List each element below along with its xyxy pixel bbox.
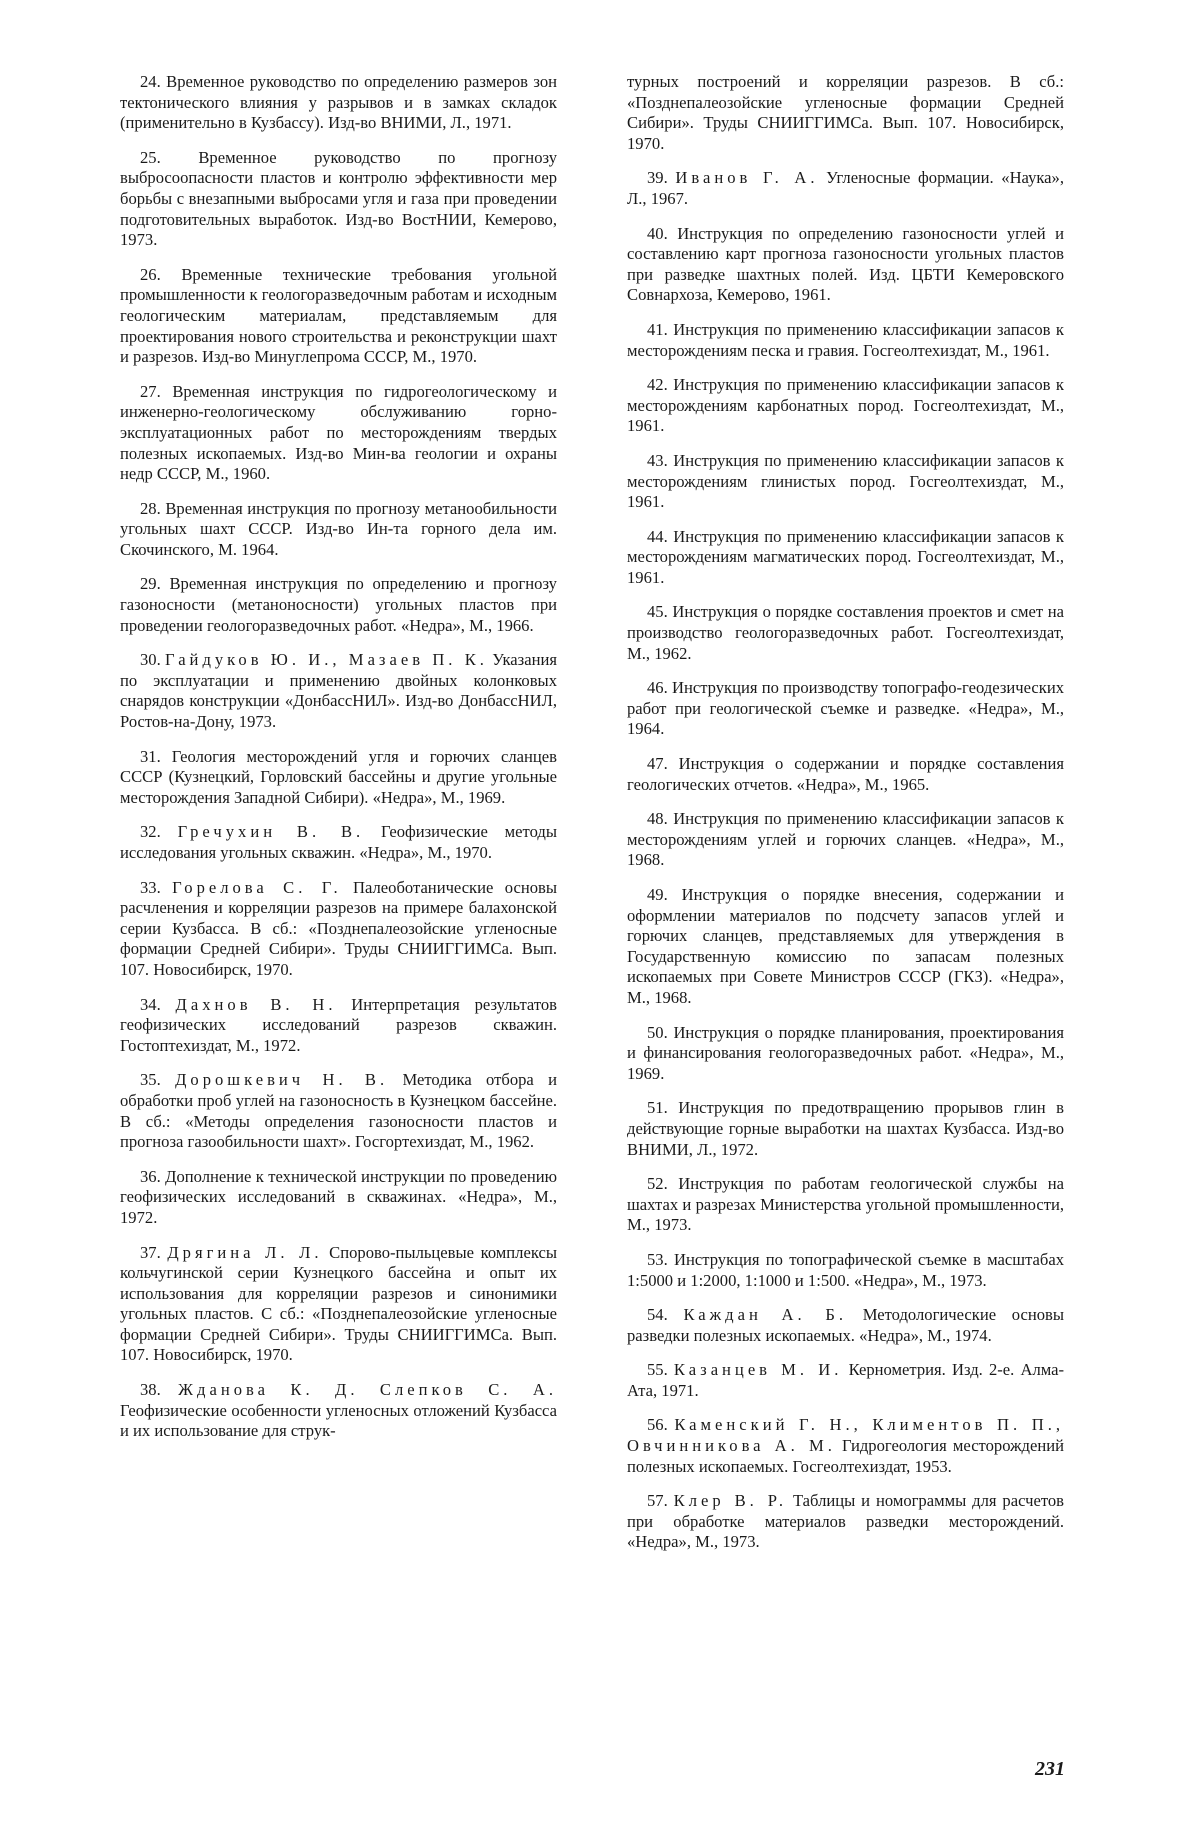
- entry-author: Гайдуков Ю. И., Мазаев П. К.: [165, 650, 488, 670]
- entry-text: Таблицы и номограммы для расчетов при обработке материалов разведки месторождений. «Недра», М., 1973.: [627, 1491, 1064, 1552]
- bibliography-entry: [627, 224, 1064, 306]
- entry-number: 28.: [140, 498, 161, 518]
- bibliography-entry: [627, 754, 1064, 795]
- entry-number: 54.: [647, 1305, 668, 1325]
- entry-number: 51.: [647, 1098, 668, 1118]
- bibliography-entry: [627, 72, 1064, 154]
- bibliography-entry: [627, 885, 1064, 1009]
- bibliography-entry: [120, 1070, 557, 1152]
- entry-text: Геология месторождений угля и горючих сланцев СССР (Кузнецкий, Горловский бассейны и другие угольные месторождения Западной Сибири). «Недра», М., 1969.: [120, 746, 558, 807]
- entry-number: 39.: [647, 168, 668, 188]
- bibliography-entry: [627, 527, 1064, 589]
- entry-number: 35.: [140, 1070, 161, 1090]
- entry-author: Дрягина Л. Л.: [167, 1242, 323, 1262]
- entry-number: 36.: [140, 1166, 161, 1186]
- entry-number: 26.: [140, 264, 161, 284]
- bibliography-entry: [120, 650, 557, 732]
- entry-text: Геофизические методы исследования угольных скважин. «Недра», М., 1970.: [120, 822, 557, 862]
- entry-author: Горелова С. Г.: [172, 877, 342, 897]
- entry-number: 45.: [647, 602, 668, 622]
- entry-number: 31.: [140, 746, 161, 766]
- entry-text: Гидрогеология месторождений полезных ископаемых. Госгеолтехиздат, 1953.: [627, 1436, 1064, 1476]
- entry-text: Спорово-пыльцевые комплексы кольчугинской серии Кузнецкого бассейна и опыт их использования для корреляции разрезов и синонимики угольных пластов. С сб.: «Позднепалеозойские угленосные формации Средней Сибири». Труды СНИИГГИМСа. Вып. 107. Новосибирск, 1970.: [120, 1242, 557, 1365]
- bibliography-entry: [627, 1023, 1064, 1085]
- bibliography-entry: [627, 451, 1064, 513]
- bibliography-entry: [627, 602, 1064, 664]
- entry-number: 30.: [140, 650, 161, 670]
- bibliography-entry: [120, 822, 557, 863]
- bibliography-entry: [627, 1174, 1064, 1236]
- entry-text: Инструкция о порядке планирования, проектирования и финансирования геологоразведочных работ. «Недра», М., 1969.: [627, 1022, 1064, 1083]
- entry-text: Временные технические требования угольной промышленности к геологоразведочным работам и исходным геологическим материалам, представляемым для проектирования нового строительства и реконструкции шахт и разрезов. Изд-во Минуглепрома СССР, М., 1970.: [120, 264, 557, 367]
- entry-number: 32.: [140, 822, 161, 842]
- entry-number: 33.: [140, 877, 161, 897]
- entry-text: Инструкция по производству топографо-геодезических работ при геологической съемке и разведке. «Недра», М., 1964.: [627, 678, 1064, 739]
- bibliography-entry: [120, 995, 557, 1057]
- entry-author: Дахнов В. Н.: [175, 994, 337, 1014]
- entry-text: Инструкция по применению классификации запасов к месторождениям песка и гравия. Госгеолтехиздат, М., 1961.: [627, 319, 1064, 360]
- entry-text: Инструкция о содержании и порядке составления геологических отчетов. «Недра», М., 1965.: [627, 754, 1064, 794]
- entry-text: Дополнение к технической инструкции по проведению геофизических исследований в скважинах. «Недра», М., 1972.: [120, 1166, 558, 1227]
- entry-number: 44.: [647, 526, 668, 546]
- bibliography-entry: [120, 1243, 557, 1367]
- entry-text: Инструкция о порядке составления проектов и смет на производство геологоразведочных работ. Госгеолтехиздат, М., 1962.: [627, 602, 1065, 663]
- entry-author: Каменский Г. Н., Климентов П. П., Овчинникова А. М.: [627, 1415, 1065, 1456]
- entry-number: 25.: [140, 147, 161, 167]
- entry-number: 52.: [647, 1174, 668, 1194]
- entry-text: Инструкция по предотвращению прорывов глин в действующие горные выработки на шахтах Кузбасса. Изд-во ВНИМИ, Л., 1972.: [627, 1098, 1064, 1159]
- entry-number: 47.: [647, 754, 668, 774]
- entry-text: Инструкция по применению классификации запасов к месторождениям магматических пород. Госгеолтехиздат, М., 1961.: [627, 526, 1064, 587]
- entry-author: Гречухин В. В.: [177, 822, 365, 842]
- bibliography-entry: [120, 148, 557, 251]
- entry-text: Инструкция о порядке внесения, содержании и оформлении материалов по подсчету запасов углей и горючих сланцев, представляемых для утверждения в Государственную комиссию по запасам полезных ископаемых при Совете Министров СССР (ГКЗ). «Недра», М., 1968.: [627, 885, 1064, 1007]
- entry-author: Каждан А. Б.: [683, 1305, 848, 1325]
- entry-number: 56.: [647, 1415, 668, 1435]
- entry-text: Методологические основы разведки полезных ископаемых. «Недра», М., 1974.: [627, 1305, 1064, 1345]
- entry-number: 24.: [140, 72, 161, 91]
- entry-text: Временное руководство по прогнозу выбросоопасности пластов и контролю эффективности мер борьбы с внезапными выбросами угля и газа при проведении подготовительных выработок. Изд-во ВостНИИ, Кемерово, 1973.: [120, 147, 557, 250]
- bibliography-entry: [120, 747, 557, 809]
- bibliography-entry: [120, 878, 557, 981]
- left-column: [120, 72, 557, 1456]
- bibliography-entry: [627, 1250, 1064, 1291]
- bibliography-entry: [627, 1415, 1064, 1477]
- bibliography-entry: [120, 499, 557, 561]
- entry-number: 34.: [140, 994, 161, 1014]
- bibliography-entry: [627, 1305, 1064, 1346]
- entry-author: Казанцев М. И.: [673, 1360, 843, 1380]
- entry-number: 50.: [647, 1022, 668, 1042]
- entry-text: Палеоботанические основы расчленения и корреляции разрезов на примере балахонской серии Кузбасса. В сб.: «Позднепалеозойские угленосные формации Средней Сибири». Труды СНИИГГИМСа. Вып. 107. Новосибирск, 1970.: [120, 877, 557, 979]
- entry-text: Угленосные формации. «Наука», Л., 1967.: [627, 168, 1064, 208]
- entry-text: Инструкция по топографической съемке в масштабах 1:5000 и 1:2000, 1:1000 и 1:500. «Недра», М., 1973.: [627, 1249, 1064, 1290]
- entry-text: Временная инструкция по определению и прогнозу газоносности (метаноносности) угольных пластов при проведении геологоразведочных работ. «Недра», М., 1966.: [120, 574, 557, 635]
- entry-author: Клер В. Р.: [673, 1491, 788, 1511]
- entry-text: Интерпретация результатов геофизических исследований разрезов скважин. Гостоптехиздат, М., 1972.: [120, 994, 557, 1055]
- entry-text: Инструкция по применению классификации запасов к месторождениям глинистых пород. Госгеолтехиздат, М., 1961.: [627, 450, 1064, 512]
- entry-text: Инструкция по работам геологической службы на шахтах и разрезах Министерства угольной промышленности, М., 1973.: [627, 1174, 1064, 1235]
- entry-number: 41.: [647, 319, 668, 339]
- entry-number: 29.: [140, 574, 161, 594]
- bibliography-entry: [120, 265, 557, 368]
- entry-number: 40.: [647, 223, 668, 243]
- entry-text: Инструкция по применению классификации запасов к месторождениям углей и горючих сланцев. «Недра», М., 1968.: [627, 809, 1064, 870]
- entry-text: Геофизические особенности угленосных отложений Кузбасса и их использование для струк-: [120, 1400, 557, 1441]
- entry-number: 48.: [647, 809, 668, 829]
- entry-number: 57.: [647, 1491, 668, 1511]
- entry-number: 37.: [140, 1242, 161, 1262]
- right-column: [627, 72, 1064, 1567]
- bibliography-entry: [627, 168, 1064, 209]
- bibliography-entry: [627, 320, 1064, 361]
- entry-number: 27.: [140, 381, 161, 401]
- entry-text: Инструкция по применению классификации запасов к месторождениям карбонатных пород. Госгеолтехиздат, М., 1961.: [627, 375, 1064, 436]
- page-number: 231: [1035, 1758, 1065, 1780]
- bibliography-entry: [627, 678, 1064, 740]
- entry-text: Кернометрия. Изд. 2-е. Алма-Ата, 1971.: [627, 1360, 1064, 1400]
- entry-number: 43.: [647, 450, 668, 470]
- bibliography-entry: [627, 1491, 1064, 1553]
- entry-number: 38.: [140, 1380, 161, 1400]
- entry-text: Инструкция по определению газоносности углей и составлению карт прогноза газоносности угольных пластов при разведке шахтных полей. Изд. ЦБТИ Кемеровского Совнархоза, Кемерово, 1961.: [627, 223, 1064, 305]
- bibliography-entry: [120, 72, 557, 134]
- entry-text: Временное руководство по определению размеров зон тектонического влияния у разрывов и в замках складок (применительно в Кузбассу). Изд-во ВНИМИ, Л., 1971.: [120, 72, 557, 133]
- bibliography-entry: [627, 1360, 1064, 1401]
- bibliography-entry: [627, 1098, 1064, 1160]
- entry-number: 49.: [647, 885, 668, 904]
- bibliography-entry: [627, 375, 1064, 437]
- bibliography-entry: [120, 382, 557, 485]
- entry-number: 42.: [647, 375, 668, 395]
- entry-number: 53.: [647, 1249, 668, 1269]
- entry-number: 55.: [647, 1360, 668, 1380]
- entry-author: Дорошкевич Н. В.: [175, 1070, 389, 1090]
- bibliography-entry: [120, 1167, 557, 1229]
- bibliography-entry: [627, 809, 1064, 871]
- bibliography-entry: [120, 1380, 557, 1442]
- entry-number: 46.: [647, 678, 668, 698]
- entry-text: Методика отбора и обработки проб углей на газоносность в Кузнецком бассейне. В сб.: «Методы определения газоносности пластов и прогноза газообильности шахт». Госгортехиздат, М., 1962.: [120, 1070, 557, 1152]
- entry-text: Указания по эксплуатации и применению двойных колонковых снарядов конструкции «ДонбассНИЛ». Изд-во ДонбассНИЛ, Ростов-на-Дону, 1973.: [120, 650, 557, 732]
- bibliography-entry: [120, 574, 557, 636]
- entry-text: турных построений и корреляции разрезов. В сб.: «Позднепалеозойские угленосные формации Средней Сибири». Труды СНИИГГИМСа. Вып. 107. Новосибирск, 1970.: [627, 72, 1064, 153]
- entry-text: Временная инструкция по прогнозу метанообильности угольных шахт СССР. Изд-во Ин-та горного дела им. Скочинского, М. 1964.: [120, 498, 557, 559]
- entry-author: Иванов Г. А.: [675, 168, 819, 188]
- entry-text: Временная инструкция по гидрогеологическому и инженерно-геологическому обслуживанию горно-эксплуатационных работ по месторождениям твердых полезных ископаемых. Изд-во Мин-ва геологии и охраны недр СССР, М., 1960.: [120, 381, 557, 484]
- entry-author: Жданова К. Д. Слепков С. А.: [178, 1380, 557, 1400]
